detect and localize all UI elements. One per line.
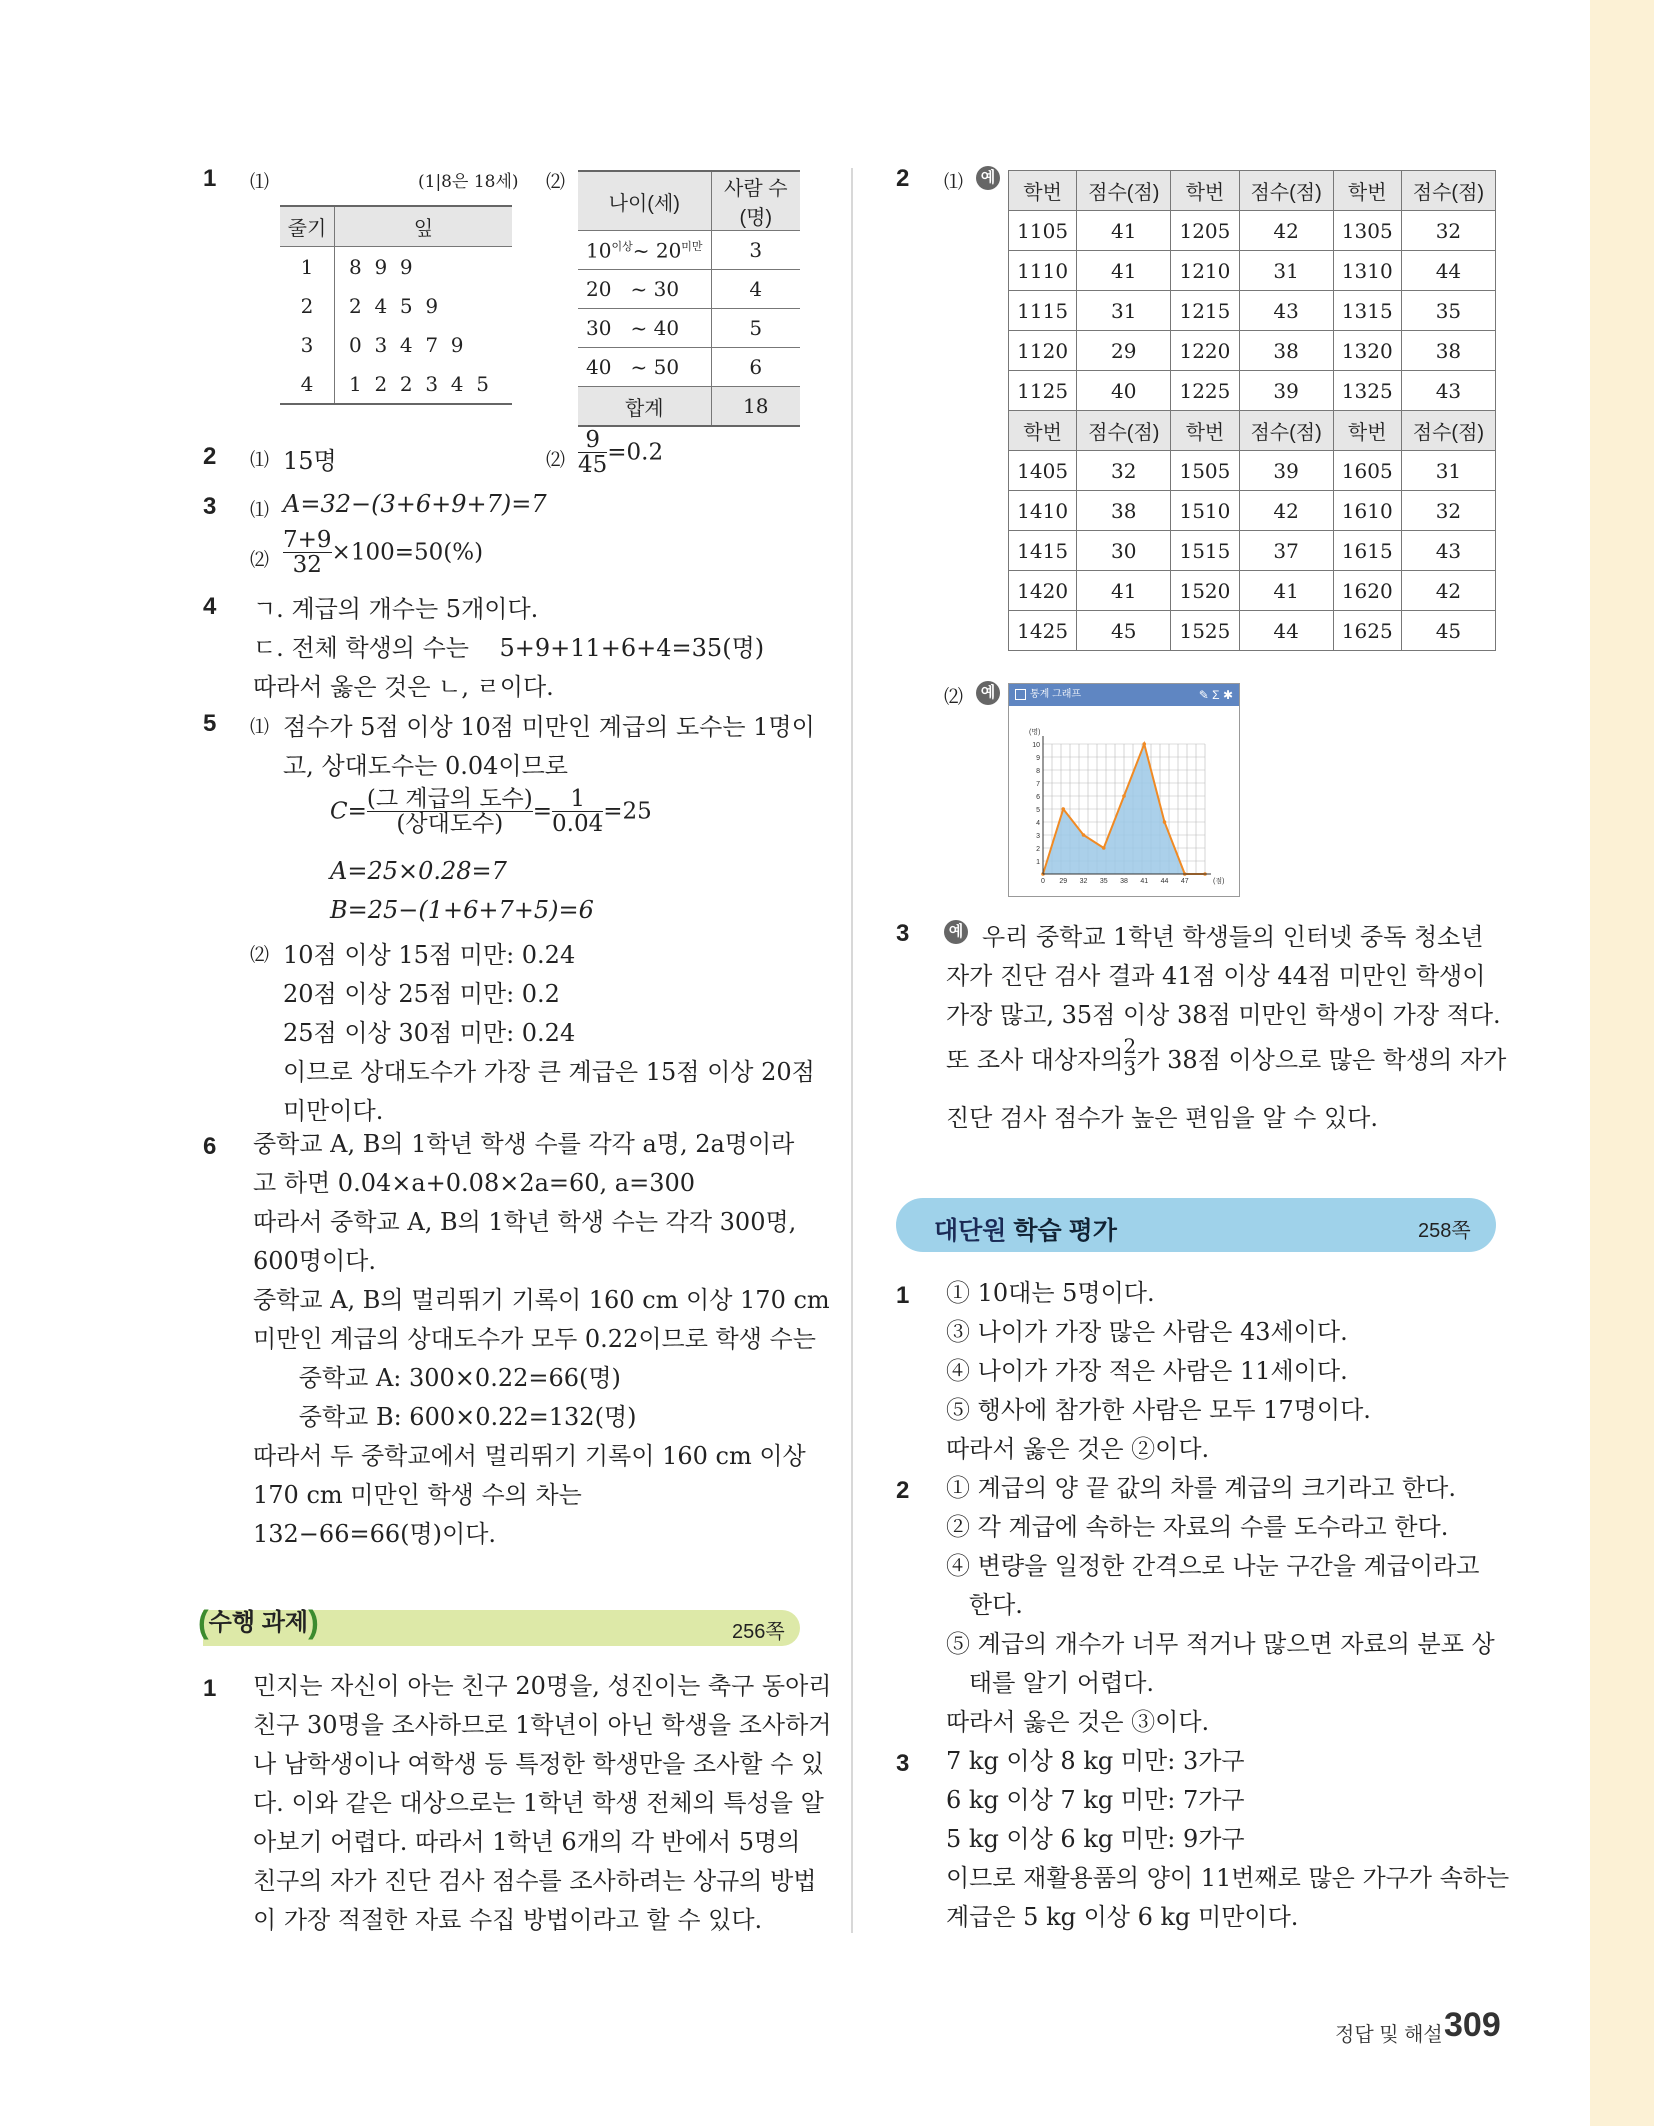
student-score: 38	[1401, 331, 1495, 371]
score-row	[1009, 291, 1496, 331]
student-score: 39	[1239, 451, 1333, 491]
x-tick-label: 32	[1079, 878, 1088, 885]
frequency-table	[578, 170, 800, 427]
col-header-id: 학번	[1009, 411, 1077, 451]
class-upper: 20	[655, 238, 682, 263]
x-tick-label: 29	[1059, 878, 1068, 885]
y-tick-label: 6	[1036, 794, 1040, 801]
q6-line: 고 하면 0.04×a+0.08×2a=60, a=300	[253, 1169, 696, 1197]
student-id: 1205	[1171, 211, 1239, 251]
page-number: 309	[1444, 2006, 1501, 2044]
student-id: 1325	[1333, 371, 1401, 411]
q6-line: 600명이다.	[253, 1247, 376, 1275]
data-point	[1142, 742, 1146, 746]
q2-answer2	[578, 428, 663, 477]
eval-line: 7 kg 이상 8 kg 미만: 3가구	[946, 1747, 1245, 1775]
q5-line: 고, 상대도수는 0.04이므로	[283, 752, 568, 780]
student-score: 31	[1239, 251, 1333, 291]
q6-line: 중학교 A, B의 1학년 학생 수를 각각 a명, 2a명이라	[253, 1130, 795, 1158]
score-row	[1009, 611, 1496, 651]
freq-count: 3	[711, 231, 800, 270]
freq-count: 4	[711, 270, 800, 309]
student-score: 32	[1401, 491, 1495, 531]
task-line: 이 가장 적절한 자료 수집 방법이라고 할 수 있다.	[253, 1906, 763, 1934]
q3-answer2	[283, 528, 483, 577]
freq-row	[578, 270, 800, 309]
q3-answer2-rest: ×100=50(%)	[331, 539, 484, 566]
score-row	[1009, 531, 1496, 571]
graph-toolbar-icons[interactable]: ✎ Σ ✱	[1198, 688, 1233, 702]
y-axis-label: (명)	[1029, 729, 1041, 736]
q4-line: ㄱ. 계급의 개수는 5개이다.	[253, 595, 539, 623]
r-q3-line: 우리 중학교 1학년 학생들의 인터넷 중독 청소년	[982, 923, 1484, 951]
stem-value: 2	[280, 286, 335, 325]
eval-line: 5 kg 이상 6 kg 미만: 9가구	[946, 1825, 1245, 1853]
task-title-text: 수행 과제	[208, 1609, 309, 1636]
denominator: (상대도수)	[367, 811, 533, 836]
task-q1-number: 1	[203, 1675, 217, 1702]
task-line: 나 남학생이나 여학생 등 특정한 학생만을 조사할 수 있	[253, 1750, 825, 1778]
col-header-score: 점수(점)	[1239, 171, 1333, 211]
student-id: 1420	[1009, 571, 1077, 611]
eval-line: ① 계급의 양 끝 값의 차를 계급의 크기라고 한다.	[946, 1474, 1456, 1502]
student-score: 43	[1401, 531, 1495, 571]
r-q2-number: 2	[896, 165, 910, 192]
numerator: 1	[570, 786, 585, 812]
q5-line: 점수가 5점 이상 10점 미만인 계급의 도수는 1명이	[283, 713, 815, 741]
fraction	[578, 428, 607, 477]
eval-title-b: 학습 평가	[1013, 1217, 1117, 1245]
q6-line: 중학교 A: 300×0.22=66(명)	[253, 1364, 621, 1392]
graph-titlebar	[1009, 684, 1239, 706]
task-line: 다. 이와 같은 대상으로는 1학년 학생 전체의 특성을 알	[253, 1789, 824, 1817]
col-header-id: 학번	[1333, 411, 1401, 451]
graph-window	[1008, 683, 1240, 897]
student-score: 41	[1239, 571, 1333, 611]
class-upper: 50	[653, 355, 680, 379]
eval-q1-number: 1	[896, 1282, 910, 1309]
q5-number: 5	[203, 710, 217, 737]
q4-line: ㄷ. 전체 학생의 수는 5+9+11+6+4=35(명)	[253, 634, 765, 662]
student-id: 1120	[1009, 331, 1077, 371]
q2-part1-label: ⑴	[250, 449, 270, 471]
q3-number: 3	[203, 493, 217, 520]
window-icon	[1015, 689, 1026, 700]
r-q3-line: 가장 많고, 35점 이상 38점 미만인 학생이 가장 적다.	[946, 1001, 1501, 1029]
eval-line: 이므로 재활용품의 양이 11번째로 많은 가구가 속하는	[946, 1864, 1510, 1892]
score-row	[1009, 491, 1496, 531]
example-badge: 예	[976, 681, 1000, 705]
task-title: (수행 과제)	[198, 1604, 319, 1640]
q5-line: 25점 이상 30점 미만: 0.24	[283, 1019, 576, 1047]
student-id: 1410	[1009, 491, 1077, 531]
x-tick-label: 0	[1041, 878, 1045, 885]
student-score: 37	[1239, 531, 1333, 571]
q6-line: 중학교 A, B의 멀리뛰기 기록이 160 cm 이상 170 cm	[253, 1286, 830, 1314]
col-header-score: 점수(점)	[1077, 411, 1171, 451]
eval-line: ① 10대는 5명이다.	[946, 1279, 1155, 1307]
denominator: 45	[578, 452, 608, 479]
student-id: 1625	[1333, 611, 1401, 651]
y-tick-label: 1	[1036, 859, 1040, 866]
col-header-id: 학번	[1333, 171, 1401, 211]
class-lower: 10	[586, 238, 612, 263]
student-score: 29	[1077, 331, 1171, 371]
tilde: ~	[630, 355, 648, 379]
stem-leaf-note: (1|8은 18세)	[418, 172, 519, 192]
denominator: 0.04	[552, 811, 604, 838]
q5-formula-c	[330, 787, 652, 836]
leaf-header: 잎	[335, 206, 513, 247]
eval-title	[934, 1211, 1117, 1247]
col-header-score: 점수(점)	[1401, 411, 1495, 451]
q5-line: 이므로 상대도수가 가장 큰 계급은 15점 이상 20점	[283, 1058, 815, 1086]
score-block-2	[1009, 451, 1496, 651]
r-q3-text: 가 38점 이상으로 많은 학생의 자가	[1136, 1046, 1507, 1074]
c-label: C=	[330, 798, 367, 825]
c-result: =25	[603, 798, 652, 825]
footer-label: 정답 및 해설	[1335, 2024, 1443, 2046]
y-tick-label: 2	[1036, 846, 1040, 853]
eval-title-a: 대단원	[934, 1217, 1014, 1245]
student-score: 32	[1401, 211, 1495, 251]
r-q3-line-fraction	[946, 1036, 1506, 1079]
student-id: 1210	[1171, 251, 1239, 291]
q6-number: 6	[203, 1133, 217, 1160]
data-point	[1082, 833, 1086, 837]
fraction	[1124, 1036, 1137, 1079]
data-point	[1102, 846, 1106, 850]
freq-total-value: 18	[711, 387, 800, 427]
numerator: 9	[585, 427, 600, 453]
student-score: 41	[1077, 251, 1171, 291]
student-score: 43	[1401, 371, 1495, 411]
student-score: 39	[1239, 371, 1333, 411]
eval-line: ③ 나이가 가장 많은 사람은 43세이다.	[946, 1318, 1348, 1346]
q2-part2-label: ⑵	[546, 449, 566, 471]
denominator: 32	[283, 552, 332, 577]
x-tick-label: 38	[1120, 878, 1128, 885]
q5-line: 미만이다.	[283, 1097, 384, 1125]
eval-q2-number: 2	[896, 1477, 910, 1504]
student-id: 1615	[1333, 531, 1401, 571]
score-row	[1009, 571, 1496, 611]
eval-line: 계급은 5 kg 이상 6 kg 미만이다.	[946, 1903, 1299, 1931]
student-id: 1315	[1333, 291, 1401, 331]
score-block-1	[1009, 211, 1496, 411]
col-header-score: 점수(점)	[1401, 171, 1495, 211]
student-id: 1520	[1171, 571, 1239, 611]
stem-value: 4	[280, 364, 335, 404]
task-line: 친구 30명을 조사하므로 1학년이 아닌 학생을 조사하거	[253, 1711, 832, 1739]
col-header-score: 점수(점)	[1077, 171, 1171, 211]
student-id: 1525	[1171, 611, 1239, 651]
q6-line: 170 cm 미만인 학생 수의 차는	[253, 1481, 582, 1509]
student-id: 1110	[1009, 251, 1077, 291]
student-id: 1115	[1009, 291, 1077, 331]
task-page-ref: 256쪽	[732, 1621, 785, 1643]
q5-line: 10점 이상 15점 미만: 0.24	[283, 941, 576, 969]
column-divider	[851, 168, 853, 1933]
q2-answer1: 15명	[283, 447, 337, 475]
student-score: 38	[1077, 491, 1171, 531]
eval-q2-body	[946, 1469, 1495, 1742]
eval-line: ⑤ 행사에 참가한 사람은 모두 17명이다.	[946, 1396, 1371, 1424]
equals: =	[532, 798, 553, 825]
student-score: 32	[1077, 451, 1171, 491]
freq-header-count: 사람 수(명)	[711, 171, 800, 231]
student-score: 40	[1077, 371, 1171, 411]
student-score: 44	[1401, 251, 1495, 291]
q6-line: 따라서 중학교 A, B의 1학년 학생 수는 각각 300명,	[253, 1208, 797, 1236]
col-header-id: 학번	[1171, 411, 1239, 451]
student-id: 1225	[1171, 371, 1239, 411]
stem-header: 줄기	[280, 206, 335, 247]
student-id: 1620	[1333, 571, 1401, 611]
x-tick-label: 41	[1140, 878, 1149, 885]
q5-formula-a: A=25×0.28=7	[330, 857, 507, 885]
student-score: 31	[1077, 291, 1171, 331]
col-header-score: 점수(점)	[1239, 411, 1333, 451]
freq-total-label: 합계	[578, 387, 711, 427]
student-id: 1415	[1009, 531, 1077, 571]
student-score: 45	[1077, 611, 1171, 651]
task-body	[253, 1667, 831, 1940]
eval-line: 따라서 옳은 것은 ②이다.	[946, 1435, 1210, 1463]
x-tick-label: 35	[1099, 878, 1108, 885]
student-id: 1105	[1009, 211, 1077, 251]
data-point	[1061, 807, 1065, 811]
q1-number: 1	[203, 165, 217, 192]
student-id: 1605	[1333, 451, 1401, 491]
student-score: 35	[1401, 291, 1495, 331]
student-id: 1610	[1333, 491, 1401, 531]
eval-line: 태를 알기 어렵다.	[946, 1669, 1155, 1697]
class-lower: 30	[586, 316, 612, 340]
q3-answer1: A=32−(3+6+9+7)=7	[283, 490, 547, 518]
numerator: 2	[1123, 1034, 1137, 1058]
freq-row	[578, 309, 800, 348]
q6-line: 따라서 두 중학교에서 멀리뛰기 기록이 160 cm 이상	[253, 1442, 806, 1470]
label-under: 미만	[681, 239, 703, 253]
student-id: 1220	[1171, 331, 1239, 371]
eval-line: ② 각 계급에 속하는 자료의 수를 도수라고 한다.	[946, 1513, 1449, 1541]
col-header-id: 학번	[1009, 171, 1077, 211]
student-id: 1310	[1333, 251, 1401, 291]
student-id: 1515	[1171, 531, 1239, 571]
score-row	[1009, 451, 1496, 491]
numerator: 7+9	[283, 527, 332, 553]
q5-part1-label: ⑴	[250, 716, 270, 738]
tilde: ~	[630, 316, 648, 340]
student-score: 42	[1401, 571, 1495, 611]
stem-leaf-plot	[280, 205, 512, 405]
page-margin-strip	[1590, 0, 1654, 2126]
q3-part2-label: ⑵	[250, 549, 270, 571]
q6-body	[253, 1125, 830, 1554]
y-tick-label: 5	[1036, 807, 1040, 814]
y-tick-label: 9	[1036, 755, 1040, 762]
eval-q3-number: 3	[896, 1750, 910, 1777]
frequency-polygon-chart	[1009, 706, 1239, 894]
student-score: 43	[1239, 291, 1333, 331]
student-id: 1125	[1009, 371, 1077, 411]
eval-line: 따라서 옳은 것은 ③이다.	[946, 1708, 1210, 1736]
data-point	[1122, 794, 1126, 798]
x-axis-label: (점)	[1213, 878, 1225, 885]
eval-page-ref: 258쪽	[1418, 1220, 1471, 1242]
q5-line: 20점 이상 25점 미만: 0.2	[283, 980, 560, 1008]
freq-row	[578, 231, 800, 270]
r-q2-part1-label: ⑴	[944, 171, 964, 193]
q2-number: 2	[203, 443, 217, 470]
freq-count: 5	[711, 309, 800, 348]
student-id: 1305	[1333, 211, 1401, 251]
student-id: 1320	[1333, 331, 1401, 371]
col-header-id: 학번	[1171, 171, 1239, 211]
label-up: 이상	[611, 239, 633, 253]
r-q2-part2-label: ⑵	[944, 686, 964, 708]
task-line: 아보기 어렵다. 따라서 1학년 6개의 각 반에서 5명의	[253, 1828, 801, 1856]
score-table	[1008, 170, 1496, 651]
student-id: 1425	[1009, 611, 1077, 651]
q3-part1-label: ⑴	[250, 499, 270, 521]
fraction	[283, 528, 332, 577]
x-tick-label: 47	[1180, 878, 1189, 885]
q1-part1-label: ⑴	[250, 171, 270, 193]
class-upper: 30	[653, 277, 680, 301]
q4-number: 4	[203, 593, 217, 620]
task-line: 민지는 자신이 아는 친구 20명을, 성진이는 축구 동아리	[253, 1672, 832, 1700]
freq-header-age: 나이(세)	[578, 171, 711, 231]
y-tick-label: 3	[1036, 833, 1040, 840]
student-score: 30	[1077, 531, 1171, 571]
score-row	[1009, 211, 1496, 251]
class-upper: 40	[653, 316, 680, 340]
student-score: 45	[1401, 611, 1495, 651]
r-q3-line: 진단 검사 점수가 높은 편임을 알 수 있다.	[946, 1104, 1378, 1132]
x-tick-label: 44	[1160, 878, 1169, 885]
eval-q1-body	[946, 1274, 1371, 1469]
score-row	[1009, 371, 1496, 411]
student-id: 1405	[1009, 451, 1077, 491]
eval-line: ④ 나이가 가장 적은 사람은 11세이다.	[946, 1357, 1348, 1385]
class-lower: 40	[586, 355, 612, 379]
student-score: 41	[1077, 211, 1171, 251]
q6-line: 중학교 B: 600×0.22=132(명)	[253, 1403, 637, 1431]
tilde: ~	[630, 277, 648, 301]
leaf-values: 8 9 9	[349, 254, 413, 279]
q2-answer2-rest: =0.2	[607, 439, 664, 466]
tilde: ~	[632, 238, 650, 263]
leaf-values: 0 3 4 7 9	[349, 332, 464, 357]
eval-line: ④ 변량을 일정한 간격으로 나눈 구간을 계급이라고	[946, 1552, 1480, 1580]
r-q3-number: 3	[896, 920, 910, 947]
r-q3-line: 자가 진단 검사 결과 41점 이상 44점 미만인 학생이	[946, 962, 1486, 990]
q6-line: 미만인 계급의 상대도수가 모두 0.22이므로 학생 수는	[253, 1325, 816, 1353]
y-tick-label: 10	[1032, 742, 1040, 749]
denominator: 3	[1123, 1056, 1137, 1080]
q5-formula-b: B=25−(1+6+7+5)=6	[330, 896, 594, 924]
class-lower: 20	[586, 277, 612, 301]
student-id: 1505	[1171, 451, 1239, 491]
score-row	[1009, 251, 1496, 291]
q6-line: 132−66=66(명)이다.	[253, 1520, 497, 1548]
stem-value: 3	[280, 325, 335, 364]
student-score: 31	[1401, 451, 1495, 491]
q5-part2-label: ⑵	[250, 944, 270, 966]
student-score: 44	[1239, 611, 1333, 651]
freq-row	[578, 348, 800, 387]
student-score: 38	[1239, 331, 1333, 371]
stem-value: 1	[280, 247, 335, 287]
y-tick-label: 4	[1036, 820, 1040, 827]
example-badge: 예	[944, 920, 968, 944]
y-tick-label: 8	[1036, 768, 1040, 775]
r-q3-text: 또 조사 대상자의	[946, 1046, 1124, 1074]
q1-part2-label: ⑵	[546, 171, 566, 193]
student-id: 1510	[1171, 491, 1239, 531]
eval-q3-body	[946, 1742, 1509, 1937]
student-id: 1215	[1171, 291, 1239, 331]
eval-line: 한다.	[946, 1591, 1023, 1619]
y-tick-label: 7	[1036, 781, 1040, 788]
task-line: 친구의 자가 진단 검사 점수를 조사하려는 상규의 방법	[253, 1867, 817, 1895]
q4-line: 따라서 옳은 것은 ㄴ, ㄹ이다.	[253, 673, 554, 701]
leaf-values: 1 2 2 3 4 5	[335, 364, 513, 404]
student-score: 42	[1239, 491, 1333, 531]
numerator: (그 계급의 도수)	[366, 786, 533, 812]
student-score: 42	[1239, 211, 1333, 251]
student-score: 41	[1077, 571, 1171, 611]
example-badge: 예	[976, 166, 1000, 190]
eval-line: ⑤ 계급의 개수가 너무 적거나 많으면 자료의 분포 상	[946, 1630, 1495, 1658]
eval-line: 6 kg 이상 7 kg 미만: 7가구	[946, 1786, 1245, 1814]
score-row	[1009, 331, 1496, 371]
data-point	[1163, 820, 1167, 824]
graph-title: 통계 그래프	[1030, 689, 1082, 700]
fraction	[367, 787, 533, 836]
fraction	[552, 787, 603, 836]
freq-count: 6	[711, 348, 800, 387]
leaf-values: 2 4 5 9	[349, 293, 439, 318]
